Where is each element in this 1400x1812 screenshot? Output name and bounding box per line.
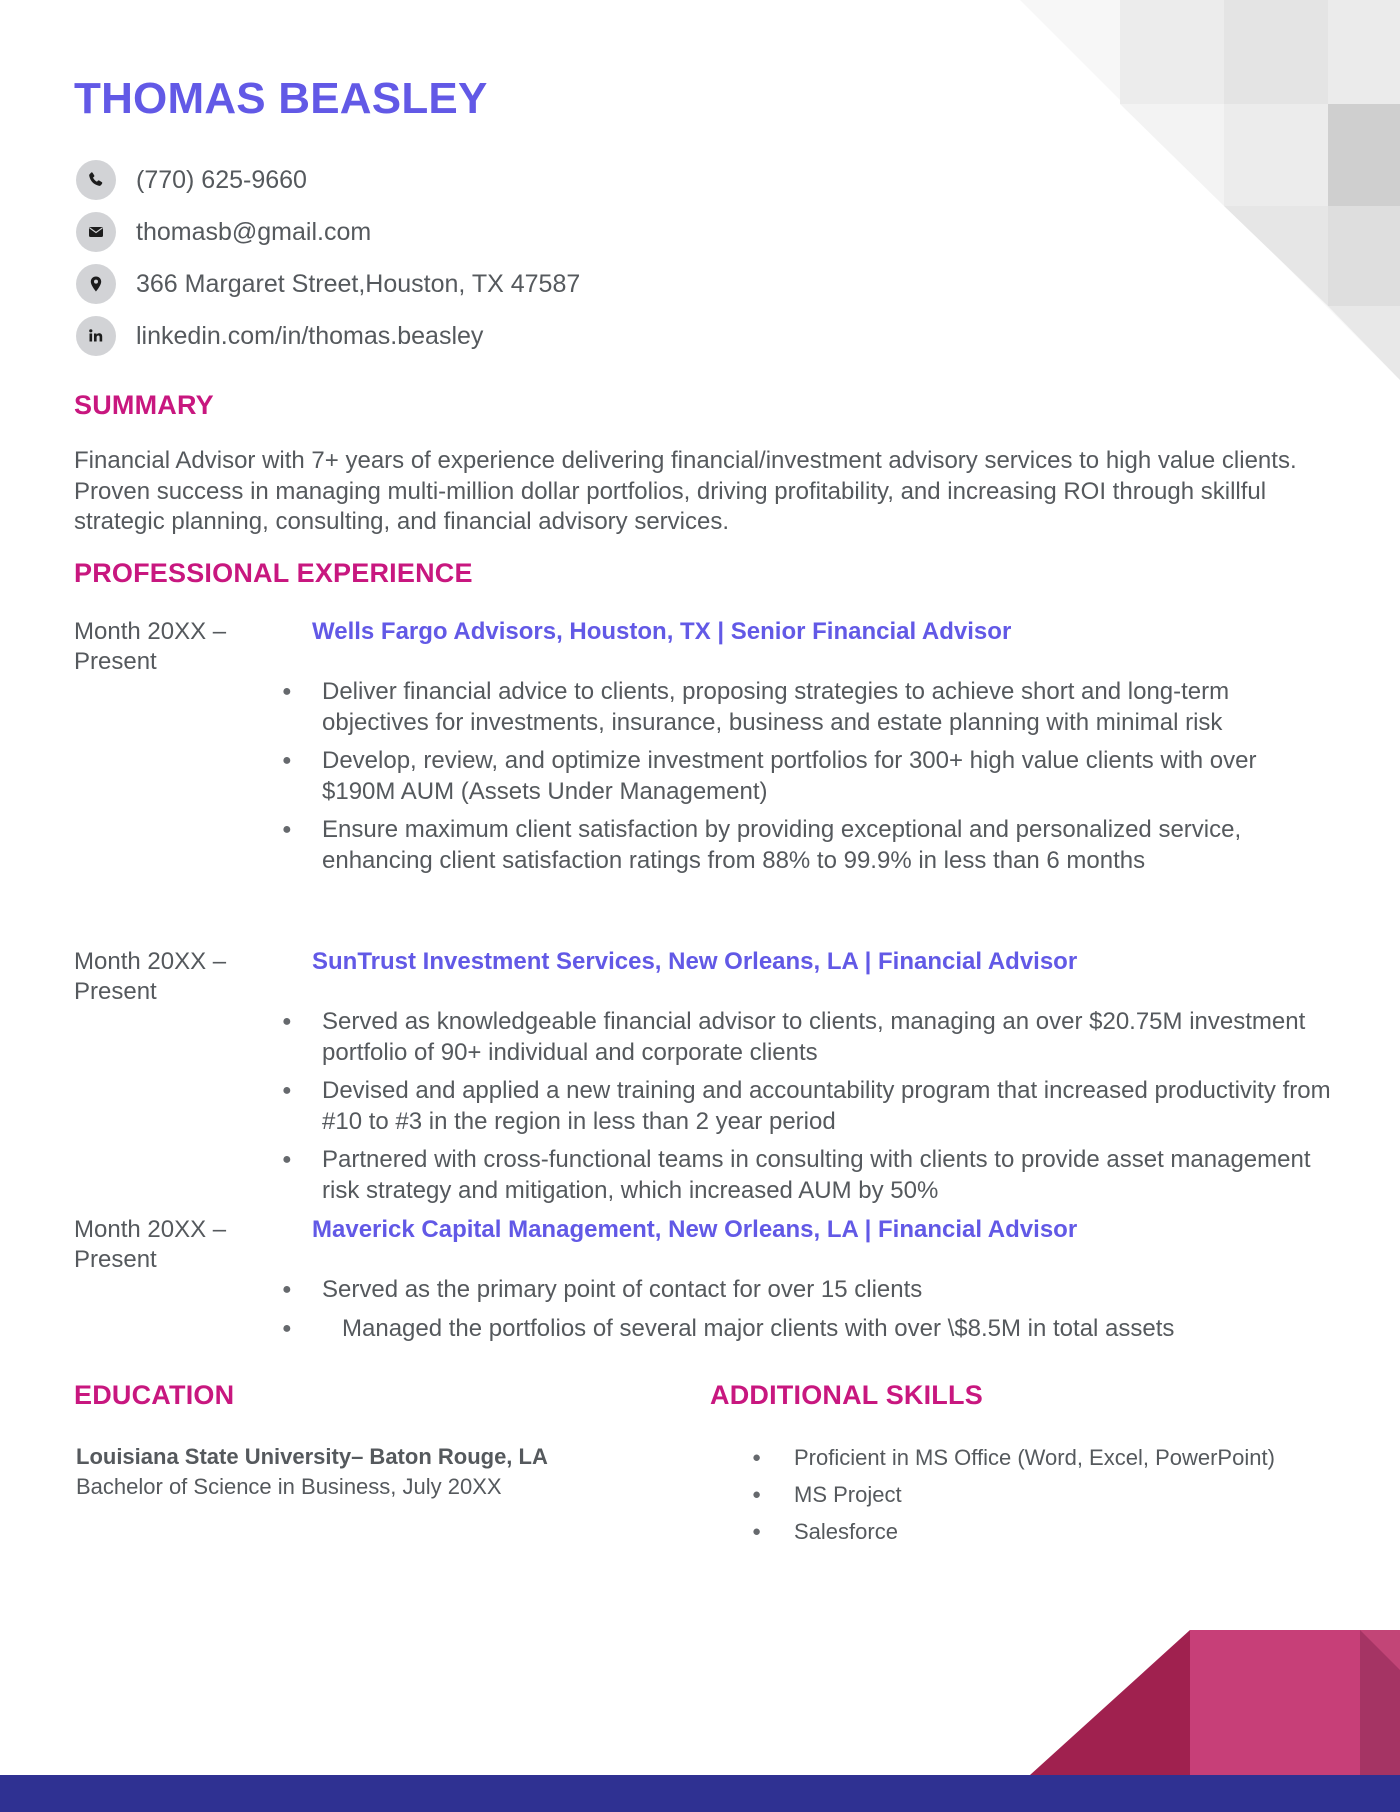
skill-item: ● Salesforce — [752, 1518, 1275, 1555]
skill-item: ● Proficient in MS Office (Word, Excel, PowerPoint) — [752, 1444, 1275, 1481]
education-school: Louisiana State University– Baton Rouge, LA — [76, 1444, 548, 1469]
job-bullet: ● Ensure maximum client satisfaction by providing exceptional and personalized service, enhancing client satisfaction ratings from 88% to 99.9% in less than 6 months — [282, 815, 1332, 876]
skills-list — [752, 1444, 1275, 1555]
job-bullet: ● Deliver financial advice to clients, proposing strategies to achieve short and long-term objectives for investments, insurance, business and estate planning with minimal risk — [282, 677, 1332, 738]
job-bullet: ● Develop, review, and optimize investment portfolios for 300+ high value clients with over $190M AUM (Assets Under Management) — [282, 746, 1332, 807]
footer-bar — [0, 1775, 1400, 1812]
bottom-right-pink-decoration — [1030, 1630, 1400, 1775]
job-bullets — [282, 677, 1332, 884]
job-title: Wells Fargo Advisors, Houston, TX | Senior Financial Advisor — [312, 618, 1012, 645]
education-heading: EDUCATION — [74, 1380, 235, 1410]
job-bullets — [282, 1007, 1332, 1214]
contact-list — [76, 160, 580, 368]
contact-phone — [76, 160, 580, 200]
contact-address-text: 366 Margaret Street,Houston, TX 47587 — [136, 269, 581, 298]
job-date: Month 20XX – Present — [74, 948, 227, 1005]
contact-linkedin-text: linkedin.com/in/thomas.beasley — [136, 321, 484, 350]
job-title: SunTrust Investment Services, New Orleans, LA | Financial Advisor — [312, 948, 1078, 975]
contact-email — [76, 212, 580, 252]
job-bullet: ● Devised and applied a new training and accountability program that increased productivity from #10 to #3 in the region in less than 2 year period — [282, 1076, 1332, 1137]
skills-heading: ADDITIONAL SKILLS — [710, 1380, 983, 1410]
education-degree: Bachelor of Science in Business, July 20XX — [76, 1474, 502, 1499]
job-bullet: ● Served as the primary point of contact for over 15 clients — [282, 1275, 1332, 1306]
experience-heading: PROFESSIONAL EXPERIENCE — [74, 558, 473, 588]
linkedin-icon — [76, 316, 116, 356]
job-title: Maverick Capital Management, New Orleans, LA | Financial Advisor — [312, 1216, 1078, 1243]
job-bullets — [282, 1275, 1332, 1352]
job-bullet: ● Partnered with cross-functional teams in consulting with clients to provide asset management risk strategy and mitigation, which increased AUM by 50% — [282, 1145, 1332, 1206]
summary-heading: SUMMARY — [74, 390, 214, 420]
top-right-mosaic-decoration — [1020, 0, 1400, 380]
location-pin-icon — [76, 264, 116, 304]
candidate-name: THOMAS BEASLEY — [74, 74, 488, 123]
contact-email-text: thomasb@gmail.com — [136, 217, 372, 246]
contact-phone-text: (770) 625-9660 — [136, 165, 307, 194]
contact-linkedin — [76, 316, 580, 356]
job-date: Month 20XX – Present — [74, 1216, 227, 1273]
job-bullet: ● Managed the portfolios of several major clients with over \$8.5M in total assets — [282, 1314, 1332, 1345]
skill-item: ● MS Project — [752, 1481, 1275, 1518]
contact-address — [76, 264, 580, 304]
phone-icon — [76, 160, 116, 200]
job-date: Month 20XX – Present — [74, 618, 227, 675]
envelope-icon — [76, 212, 116, 252]
job-bullet: ● Served as knowledgeable financial advisor to clients, managing an over $20.75M investment portfolio of 90+ individual and corporate clients — [282, 1007, 1332, 1068]
summary-text: Financial Advisor with 7+ years of experience delivering financial/investment advisory services to high value clients. Proven success in managing multi-million dollar portfolios, driving profitability, and increasing ROI through skillful strategic planning, consulting, and financial advisory services. — [74, 447, 1297, 535]
